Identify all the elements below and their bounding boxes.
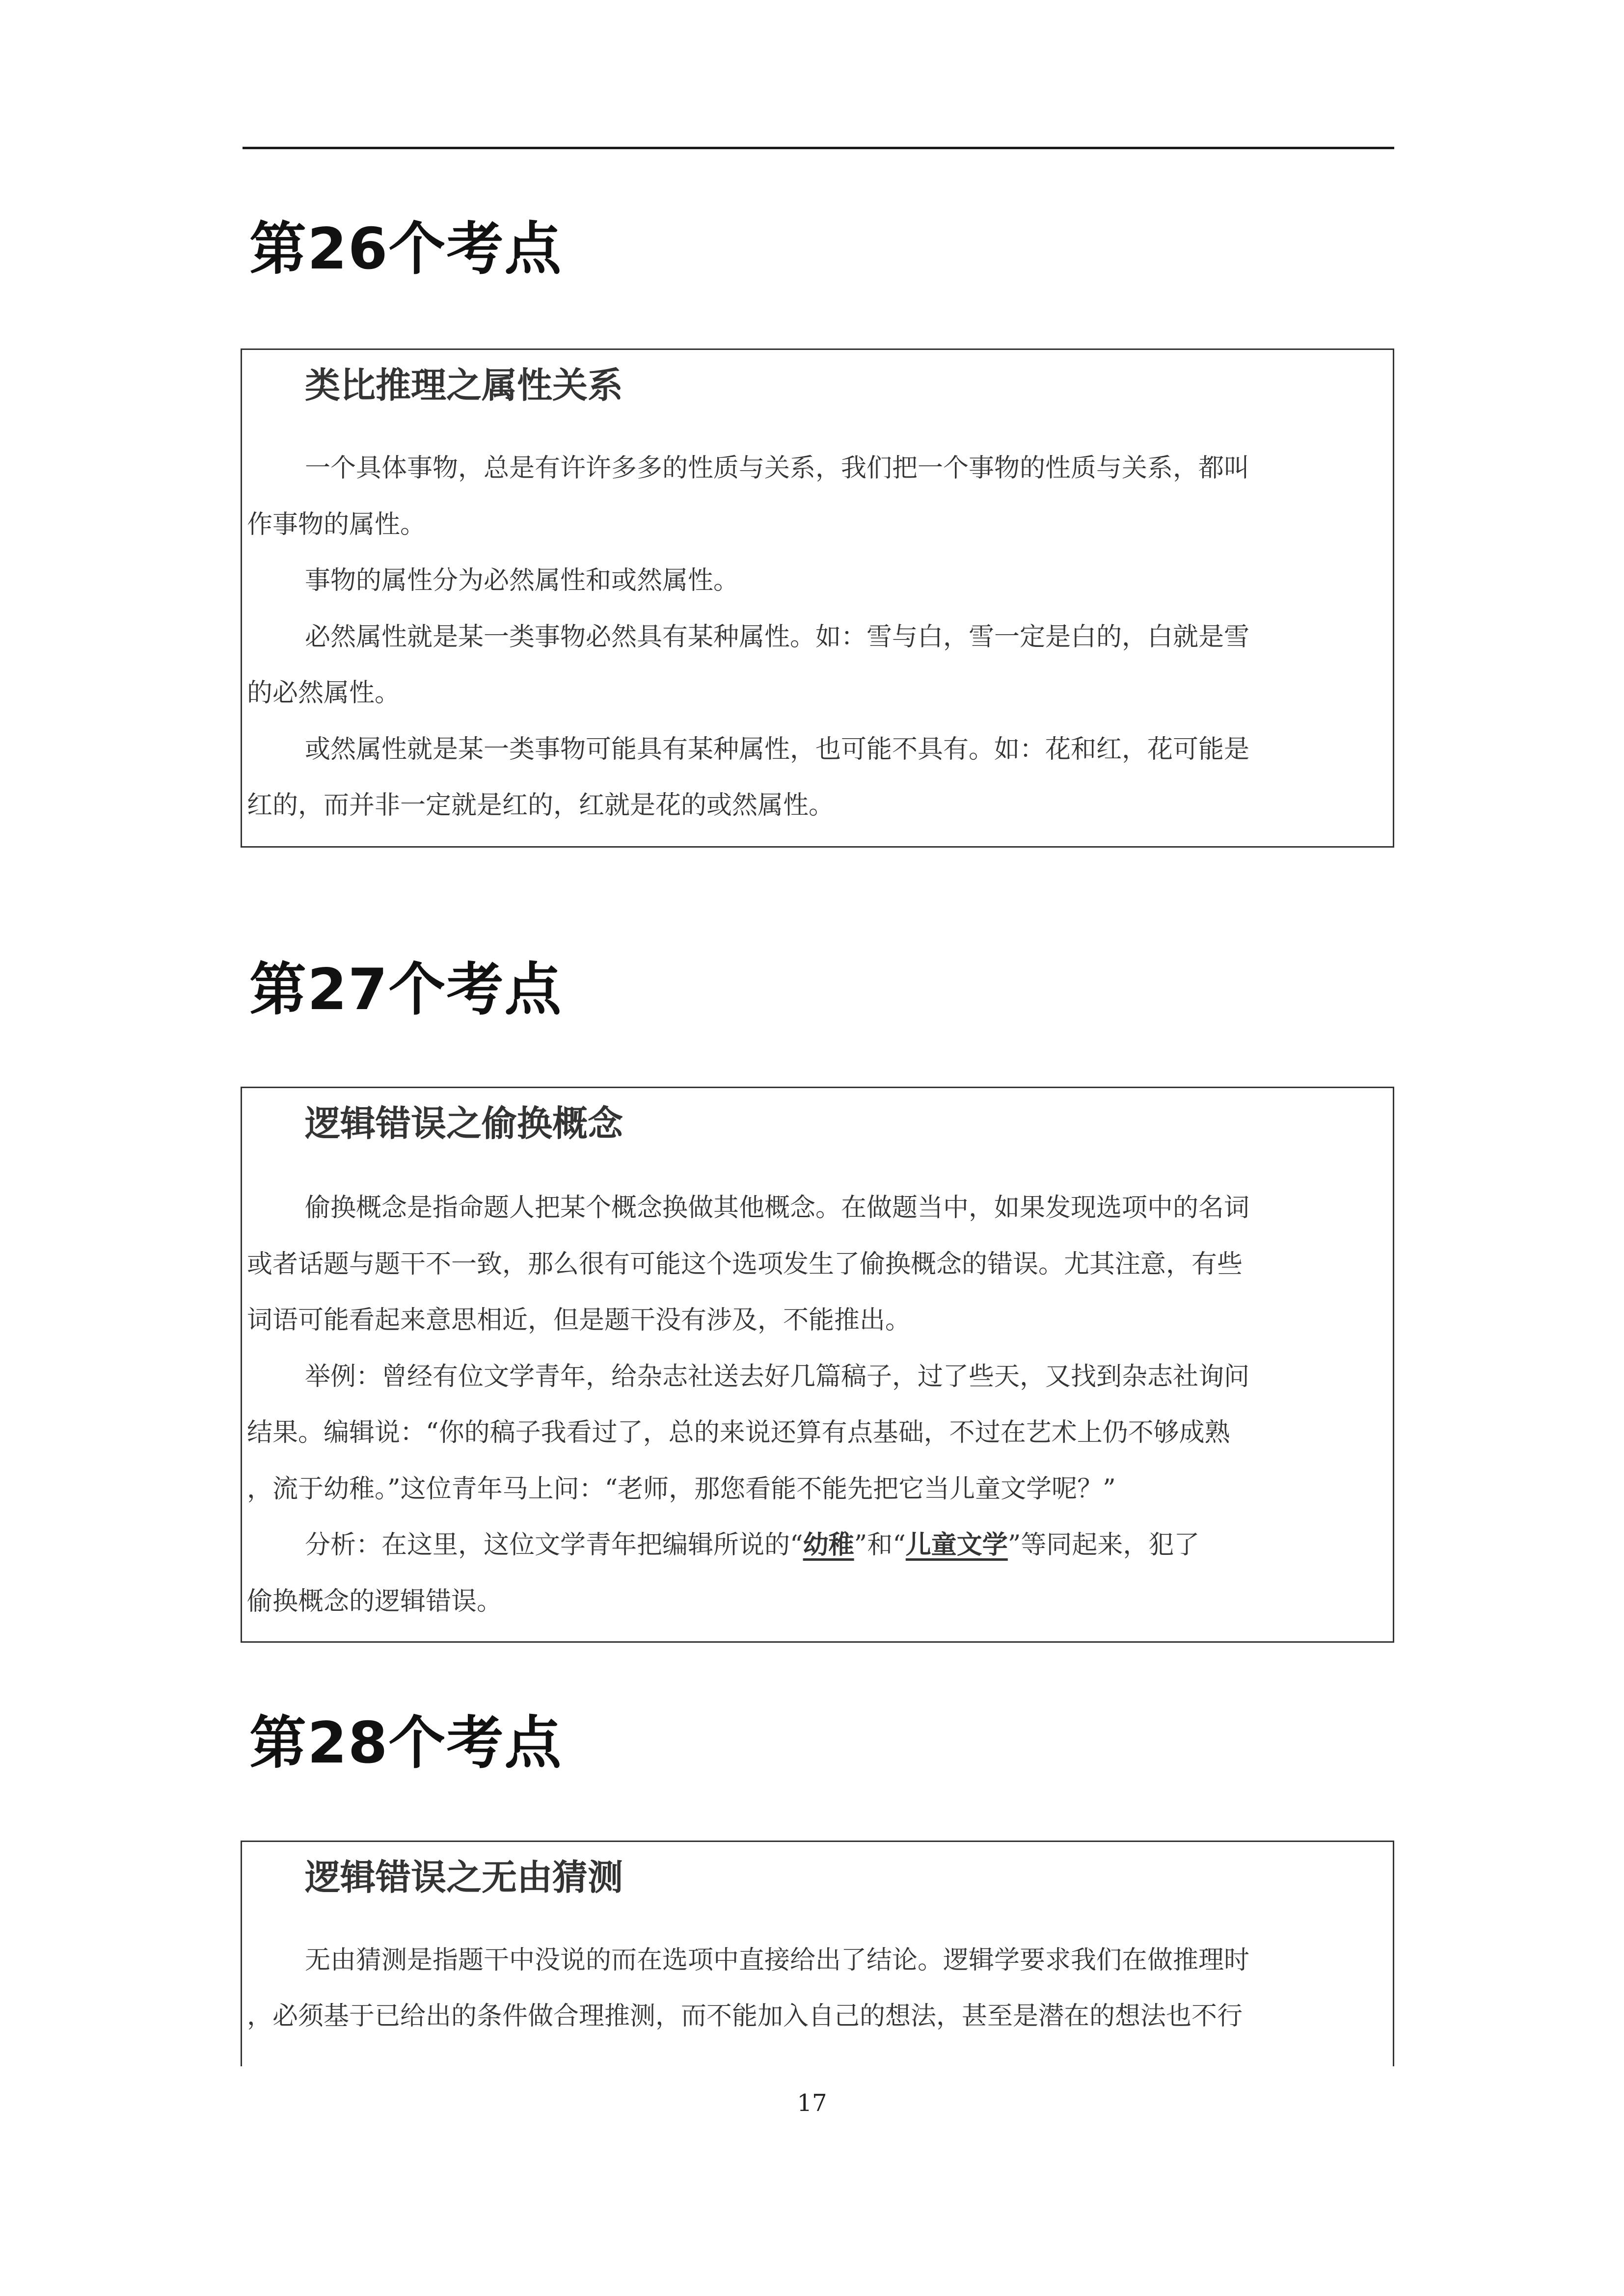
body-line: 红的，而并非一定就是红的，红就是花的或然属性。	[247, 791, 835, 820]
body-line: ，必须基于已给出的条件做合理推测，而不能加入自己的想法，甚至是潜在的想法也不行	[247, 2002, 1243, 2031]
box-title: 逻辑错误之偷换概念	[305, 1103, 623, 1144]
body-line: 一个具体事物，总是有许许多多的性质与关系，我们把一个事物的性质与关系，都叫	[305, 454, 1250, 483]
box-title: 逻辑错误之无由猜测	[305, 1857, 623, 1898]
body-line: 作事物的属性。	[247, 510, 426, 539]
section-heading-28: 第28个考点	[249, 1710, 563, 1776]
body-line: 偷换概念是指命题人把某个概念换做其他概念。在做题当中，如果发现选项中的名词	[305, 1193, 1250, 1223]
body-line: 偷换概念的逻辑错误。	[247, 1587, 503, 1616]
analysis-line	[305, 1532, 1199, 1558]
body-line: 或者话题与题干不一致，那么很有可能这个选项发生了偷换概念的错误。尤其注意，有些	[247, 1250, 1243, 1279]
body-line: 或然属性就是某一类事物可能具有某种属性，也可能不具有。如：花和红，花可能是	[305, 735, 1250, 764]
body-line: 结果。编辑说：“你的稿子我看过了，总的来说还算有点基础，不过在艺术上仍不够成熟	[247, 1418, 1230, 1447]
analysis-prefix: 分析：在这里，这位文学青年把编辑所说的“	[305, 1530, 803, 1560]
section-heading-26: 第26个考点	[249, 216, 563, 282]
highlighted-term-ertong-wenxue: 儿童文学	[905, 1530, 1008, 1560]
analysis-middle: ”和“	[854, 1530, 906, 1560]
page-number: 17	[797, 2089, 827, 2117]
body-line: 事物的属性分为必然属性和或然属性。	[305, 566, 739, 595]
box-title: 类比推理之属性关系	[305, 365, 623, 406]
concept-box-28	[241, 1841, 1394, 2066]
concept-box-26	[241, 348, 1394, 848]
analysis-suffix: ”等同起来，犯了	[1007, 1530, 1200, 1560]
section-heading-27: 第27个考点	[249, 957, 563, 1023]
concept-box-27	[241, 1087, 1394, 1643]
body-line: 词语可能看起来意思相近，但是题干没有涉及，不能推出。	[247, 1306, 911, 1335]
body-line: ，流于幼稚。”这位青年马上问：“老师，那您看能不能先把它当儿童文学呢？”	[247, 1474, 1116, 1504]
body-line: 的必然属性。	[247, 678, 401, 708]
highlighted-term-youzhi: 幼稚	[803, 1530, 854, 1560]
body-line: 必然属性就是某一类事物必然具有某种属性。如：雪与白，雪一定是白的，白就是雪	[305, 622, 1250, 652]
header-rule	[243, 147, 1394, 149]
body-line: 举例：曾经有位文学青年，给杂志社送去好几篇稿子，过了些天，又找到杂志社询问	[305, 1362, 1250, 1391]
body-line: 无由猜测是指题干中没说的而在选项中直接给出了结论。逻辑学要求我们在做推理时	[305, 1946, 1250, 1975]
